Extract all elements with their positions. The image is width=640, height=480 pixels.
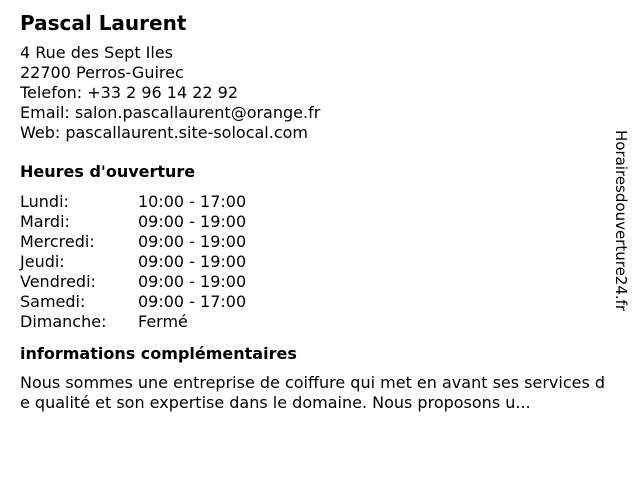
hours-table [20,192,610,332]
hours-time: 09:00 - 19:00 [138,212,247,231]
business-card [20,10,610,413]
hours-day: Jeudi: [20,252,65,271]
hours-row [20,292,610,312]
business-name: Pascal Laurent [20,11,187,35]
hours-row [20,232,610,252]
street-address: 4 Rue des Sept Iles [20,43,174,62]
hours-day: Mardi: [20,212,70,231]
hours-row [20,252,610,272]
hours-time: 10:00 - 17:00 [138,192,247,211]
hours-time: 09:00 - 19:00 [138,252,247,271]
hours-row [20,212,610,232]
hours-time: 09:00 - 19:00 [138,272,247,291]
hours-day: Dimanche: [20,312,107,331]
web-line: Web: pascallaurent.site-solocal.com [20,123,308,142]
info-description: Nous sommes une entreprise de coiffure qui met en avant ses services de qualité et son expertise dans le domaine. Nous proposons u... [20,373,606,412]
contact-block [20,43,610,143]
hours-heading: Heures d'ouverture [20,162,196,181]
hours-row [20,192,610,212]
city-postcode: 22700 Perros-Guirec [20,63,184,82]
phone-line: Telefon: +33 2 96 14 22 92 [20,83,239,102]
hours-day: Mercredi: [20,232,95,251]
hours-day: Vendredi: [20,272,96,291]
hours-row [20,272,610,292]
info-heading: informations complémentaires [20,344,297,363]
hours-row [20,312,610,332]
email-line: Email: salon.pascallaurent@orange.fr [20,103,321,122]
site-watermark: Horairesdouverture24.fr [612,130,630,312]
hours-day: Lundi: [20,192,69,211]
hours-time: Fermé [138,312,188,331]
hours-time: 09:00 - 17:00 [138,292,247,311]
hours-day: Samedi: [20,292,86,311]
hours-time: 09:00 - 19:00 [138,232,247,251]
